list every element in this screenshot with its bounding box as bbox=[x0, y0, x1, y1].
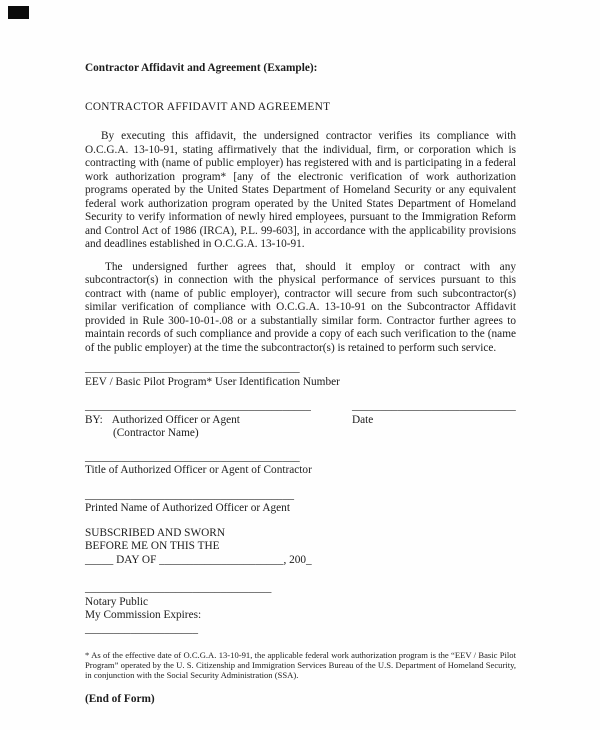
eev-id-label: EEV / Basic Pilot Program* User Identification Number bbox=[85, 375, 340, 388]
document-content bbox=[85, 62, 516, 707]
signature-label-row bbox=[85, 414, 516, 428]
officer-title-section bbox=[85, 451, 516, 478]
commission-expires-line: ____________________ bbox=[85, 622, 198, 635]
officer-title-label: Title of Authorized Officer or Agent of Contractor bbox=[85, 464, 312, 476]
document-title: Contractor Affidavit and Agreement (Example): bbox=[85, 62, 318, 74]
by-label: BY: bbox=[85, 413, 103, 426]
officer-title-signature-line: ______________________________________ bbox=[85, 450, 300, 463]
date-signature-line: _____________________________ bbox=[352, 400, 516, 412]
officer-signature-line: ________________________________________ bbox=[85, 400, 311, 412]
signature-line-row bbox=[85, 400, 516, 414]
eev-id-section bbox=[85, 362, 516, 389]
sworn-statement bbox=[85, 527, 516, 568]
authorized-officer-label: Authorized Officer or Agent bbox=[111, 413, 240, 426]
document-heading: CONTRACTOR AFFIDAVIT AND AGREEMENT bbox=[85, 100, 331, 113]
paragraph-compliance: By executing this affidavit, the undersigned contractor verifies its compliance with O.C.G.A. 13-10-91, stating affirmatively that the individual, firm, or corporation which is contracting with (name of public employer) has registered with and is participating in a federal work authorization program* [any of the electronic verification of work authorization programs operated by the United States Department of Homeland Security or any equivalent federal work authorization program operated by the United States Department of Homeland Security to verify information of newly hired employees, pursuant to the Immigration Reform and Control Act of 1986 (IRCA), P.L. 99-603], in accordance with the applicability provisions and deadlines established in O.C.G.A. 13-10-91. bbox=[85, 130, 516, 250]
scan-artifact-mark bbox=[8, 6, 29, 19]
notary-public-label: Notary Public bbox=[85, 595, 149, 608]
notary-section bbox=[85, 582, 516, 636]
printed-name-section bbox=[85, 489, 516, 516]
sworn-day-of-line: _____ DAY OF ______________________, 200_ bbox=[85, 553, 312, 566]
date-label: Date bbox=[352, 413, 374, 426]
notary-signature-line: _________________________________ bbox=[85, 582, 272, 594]
footnote: * As of the effective date of O.C.G.A. 13-10-91, the applicable federal work authorization program is the “EEV / Basic Pilot Program” operated by the U. S. Citizenship and Immigration Services Bureau of the U.S. Department of Homeland Security, in conjunction with the Social Security Administration (SSA). bbox=[85, 650, 516, 680]
eev-id-signature-line: ______________________________________ bbox=[85, 362, 300, 374]
sworn-line-1: SUBSCRIBED AND SWORN bbox=[85, 526, 225, 539]
paragraph-subcontractor: The undersigned further agrees that, should it employ or contract with any subcontractor(s) in connection with the physical performance of services pursuant to this contract with (name of public employer), contractor will secure from such subcontractor(s) similar verification of compliance with O.C.G.A. 13-10-91 on the Subcontractor Affidavit provided in Rule 300-10-01-.08 or a substantially similar form. Contractor further agrees to maintain records of such compliance and provide a copy of each such verification to the (name of the public employer) at the time the subcontractor(s) is retained to perform such service. bbox=[85, 260, 516, 354]
commission-expires-label: My Commission Expires: bbox=[85, 609, 202, 621]
signature-date-section bbox=[85, 400, 516, 441]
printed-name-signature-line: _____________________________________ bbox=[85, 488, 294, 501]
printed-name-label: Printed Name of Authorized Officer or Agent bbox=[85, 502, 290, 514]
contractor-name-label: (Contractor Name) bbox=[113, 427, 199, 439]
sworn-line-2: BEFORE ME ON THIS THE bbox=[85, 540, 220, 552]
end-of-form-label: (End of Form) bbox=[85, 693, 155, 705]
